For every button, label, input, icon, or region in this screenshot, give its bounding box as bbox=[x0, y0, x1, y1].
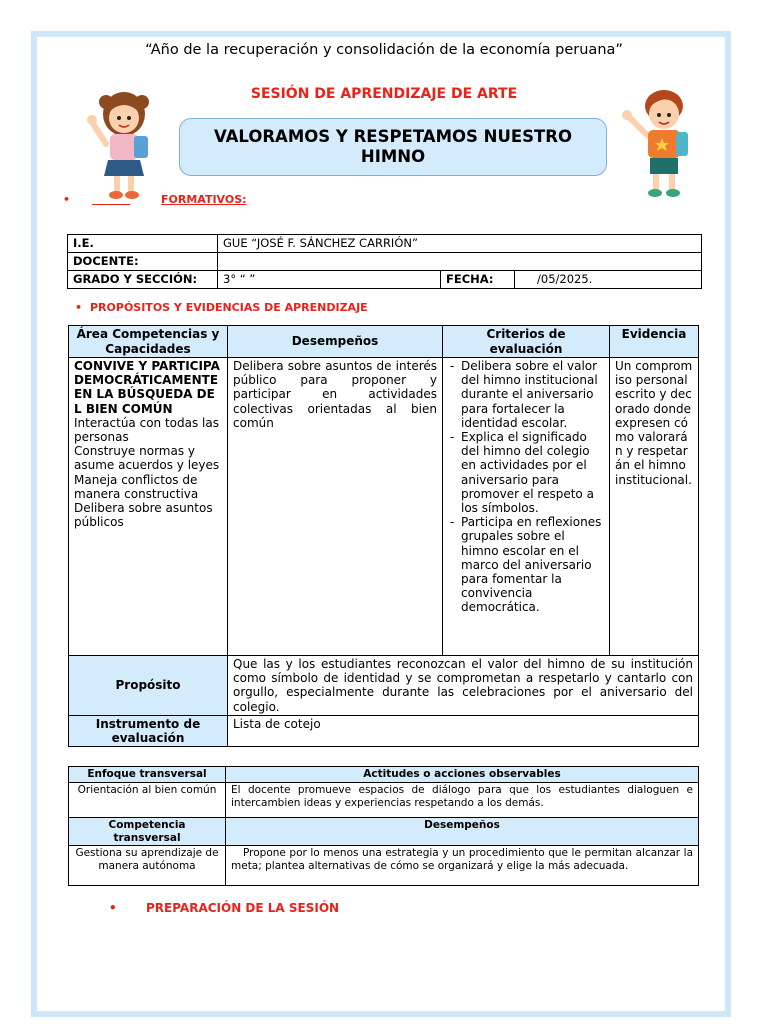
instrument-value: Lista de cotejo bbox=[228, 715, 699, 746]
ie-value: GUE “JOSÉ F. SÁNCHEZ CARRIÓN” bbox=[218, 235, 702, 253]
criteria-item: - Delibera sobre el valor del himno institucional durante el aniversario para fortalecer la identidad escolar. bbox=[461, 359, 604, 430]
col-area-header: Área Competencias y Capacidades bbox=[69, 326, 228, 358]
col-criterios-header: Criterios de evaluación bbox=[443, 326, 610, 358]
actitudes-value: El docente promueve espacios de diálogo para que los estudiantes dialoguen e intercambien ideas y experiencias respetando a los demás. bbox=[226, 783, 699, 818]
actitudes-header: Actitudes o acciones observables bbox=[226, 767, 699, 783]
purpose-text: Que las y los estudiantes reconozcan el valor del himno de su institución como símbolo de identidad y se comprometan a respetarlo y cantarlo con orgullo, especialmente durante las celebraciones por el aniversario del colegio. bbox=[228, 656, 699, 716]
performance-cell: Delibera sobre asuntos de interés público para proponer y participar en actividades colectivas orientadas al bien común bbox=[228, 358, 443, 656]
transversal-table bbox=[68, 766, 699, 886]
girl-student-icon bbox=[86, 88, 158, 202]
evidence-cell: Un compromiso personal escrito y decorado donde expresen cómo valorarán y respetarán el himno institucional. bbox=[610, 358, 699, 656]
grado-label: GRADO Y SECCIÓN: bbox=[68, 271, 218, 289]
desempenos-value: Propone por lo menos una estrategia y un procedimiento que le permitan alcanzar la meta; plantea alternativas de cómo se organizará y elige la más adecuada. bbox=[226, 846, 699, 886]
col-evidencia-header: Evidencia bbox=[610, 326, 699, 358]
desempenos-header: Desempeños bbox=[226, 818, 699, 846]
competencia-header: Competencia transversal bbox=[69, 818, 226, 846]
docente-value bbox=[218, 253, 702, 271]
section-propositos-label: PROPÓSITOS Y EVIDENCIAS DE APRENDIZAJE bbox=[90, 301, 368, 314]
competence-cell bbox=[69, 358, 228, 656]
section-preparacion-label: PREPARACIÓN DE LA SESIÓN bbox=[146, 901, 340, 915]
enfoque-header: Enfoque transversal bbox=[69, 767, 226, 783]
enfoque-value: Orientación al bien común bbox=[69, 783, 226, 818]
lesson-title-box bbox=[179, 118, 607, 176]
boy-student-icon bbox=[620, 86, 694, 202]
criteria-cell bbox=[443, 358, 610, 656]
capacity-item: Maneja conflictos de manera constructiva bbox=[74, 472, 199, 501]
session-title: SESIÓN DE APRENDIZAJE DE ARTE bbox=[250, 86, 518, 102]
grado-value: 3° “ ” bbox=[218, 271, 441, 289]
criteria-item: - Explica el significado del himno del colegio en actividades por el aniversario para promover el respeto a los símbolos. bbox=[461, 430, 604, 515]
col-desempenos-header: Desempeños bbox=[228, 326, 443, 358]
fecha-value: /05/2025. bbox=[515, 271, 702, 289]
purpose-label: Propósito bbox=[69, 656, 228, 716]
instrument-label: Instrumento de evaluación bbox=[69, 715, 228, 746]
ie-label: I.E. bbox=[68, 235, 218, 253]
lesson-title: VALORAMOS Y RESPETAMOS NUESTRO HIMNO bbox=[213, 127, 572, 166]
purposes-table bbox=[68, 325, 699, 747]
info-table bbox=[67, 234, 702, 289]
capacity-item: Interactúa con todas las personas bbox=[74, 415, 219, 445]
competence-title: CONVIVE Y PARTICIPA DEMOCRÁTICAMENTE EN LA BÚSQUEDA DEL BIEN COMÚN bbox=[74, 359, 220, 416]
section-formativos-label: FORMATIVOS: bbox=[161, 193, 247, 206]
capacity-item: Delibera sobre asuntos públicos bbox=[74, 501, 213, 530]
docente-label: DOCENTE: bbox=[68, 253, 218, 271]
competencia-value: Gestiona su aprendizaje de manera autónoma bbox=[69, 846, 226, 886]
year-motto: “Año de la recuperación y consolidación de la economía peruana” bbox=[145, 42, 623, 58]
fecha-label: FECHA: bbox=[441, 271, 515, 289]
criteria-item: - Participa en reflexiones grupales sobre el himno escolar en el marco del aniversario para fomentar la convivencia democrática. bbox=[461, 515, 604, 614]
capacity-item: Construye normas y asume acuerdos y leyes bbox=[74, 444, 220, 473]
